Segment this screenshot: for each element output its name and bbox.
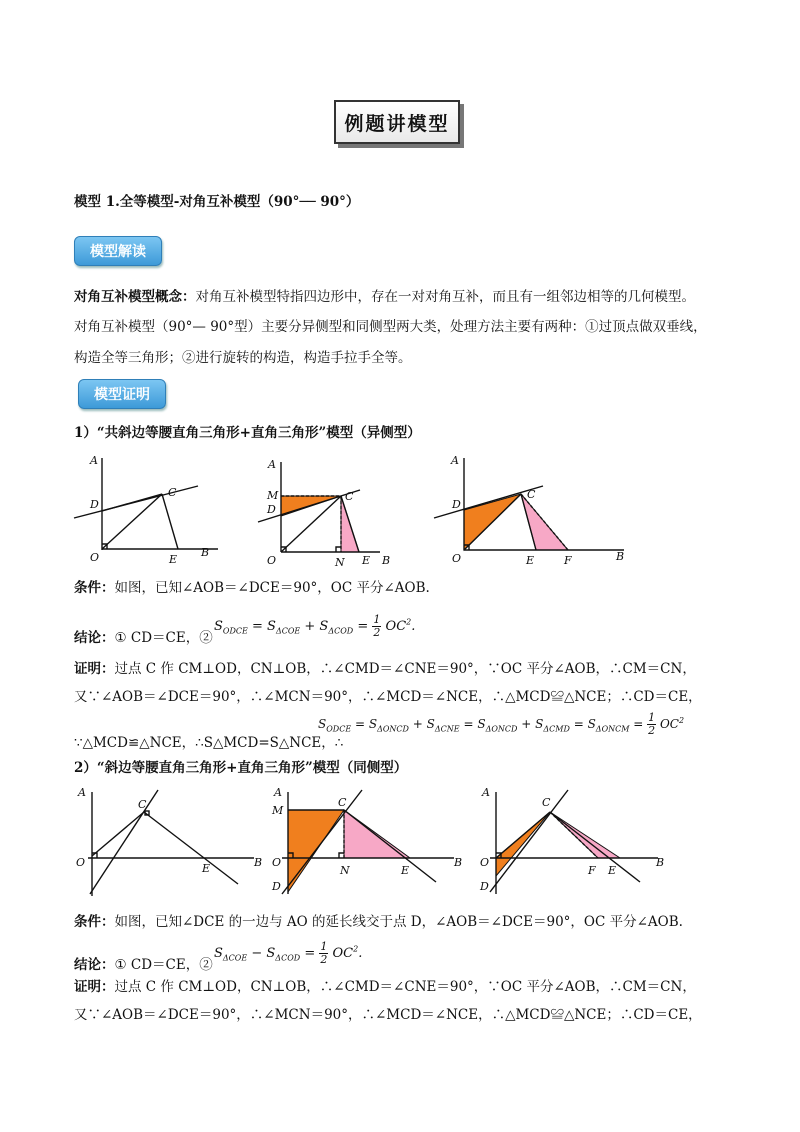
- concept-lead: 对角互补模型概念：: [74, 289, 196, 305]
- fraction-half: $\frac{1}{2}$: [648, 711, 656, 737]
- concept-text: 对角互补模型特指四边形中，存在一对对角互补，而且有一组邻边相等的几何模型。: [195, 289, 695, 305]
- part2-condition-lead: 条件：: [74, 914, 115, 930]
- figure-1c: [434, 454, 624, 567]
- part1-formula-2: $S_{ODCE} = S_{\Delta ONCD} + S_{\Delta CNE} = S_{\Delta ONCD} + S_{\Delta CMD} = S_{\Delta ONCM}$ = $\frac{1}{2}$ $OC^2$: [318, 711, 685, 737]
- concept-line-1: [74, 287, 695, 307]
- label-E: E: [526, 554, 535, 567]
- label-A: A: [274, 786, 282, 799]
- part1-figures: [68, 448, 628, 578]
- label-O: O: [76, 856, 86, 869]
- part1-formula: $S_{ODCE} = S_{\Delta COE} + S_{\Delta COD}$ = $\frac{1}{2}$ $OC^2$.: [214, 613, 416, 639]
- part2-proof-lead: 证明：: [74, 979, 115, 995]
- part1-proof-line-1: 证明：过点 C 作 CM⊥OD，CN⊥OB，∴∠CMD＝∠CNE＝90°，∵OC 平分∠AOB，∴CM＝CN，: [74, 661, 696, 677]
- label-N: N: [340, 864, 350, 877]
- part2-proof-line-1: 证明：过点 C 作 CM⊥OD，CN⊥OB，∴∠CMD＝∠CNE＝90°，∵OC 平分∠AOB，∴CM＝CN，: [74, 979, 696, 995]
- label-C: C: [527, 488, 536, 501]
- section-title: 模型 1.全等模型-对角互补模型（90°── 90°）: [74, 194, 360, 210]
- part1-proof-line-2: 又∵∠AOB＝∠DCE＝90°，∴∠MCN＝90°，∴∠MCD＝∠NCE，∴△MCD≌△NCE；∴CD＝CE，: [74, 689, 702, 705]
- label-B: B: [201, 546, 210, 559]
- label-D: D: [272, 880, 281, 893]
- part2-conclusion-lead: 结论：: [74, 957, 115, 973]
- label-N: N: [335, 556, 345, 569]
- fraction-half: $\frac{1}{2}$: [373, 613, 381, 639]
- label-B: B: [454, 856, 463, 869]
- label-A: A: [482, 786, 490, 799]
- part2-formula: $S_{\Delta COE} - S_{\Delta COD}$ = $\frac{1}{2}$ $OC^2$.: [214, 940, 363, 966]
- concept-line-3: 构造全等三角形；②进行旋转的构造，构造手拉手全等。: [74, 350, 412, 366]
- label-D: D: [452, 498, 461, 511]
- part2-conclusion-text: ① CD＝CE，②: [114, 957, 213, 973]
- part1-conclusion-text: ① CD＝CE，②: [114, 630, 213, 646]
- label-C: C: [345, 490, 354, 503]
- label-O: O: [480, 856, 490, 869]
- figure-2b: [271, 786, 462, 894]
- model-reading-badge: 模型解读: [74, 236, 162, 266]
- label-D: D: [480, 880, 489, 893]
- label-C: C: [542, 796, 551, 809]
- label-A: A: [90, 454, 98, 467]
- model-proof-badge: 模型证明: [78, 379, 166, 409]
- part2-condition-text: 如图，已知∠DCE 的一边与 AO 的延长线交于点 D，∠AOB＝∠DCE＝90°，OC 平分∠AOB.: [114, 914, 683, 930]
- label-F: F: [564, 554, 572, 567]
- part1-conclusion: [74, 628, 213, 648]
- label-O: O: [452, 552, 462, 565]
- page-banner: 例题讲模型: [334, 100, 460, 144]
- label-M: M: [267, 489, 279, 502]
- label-F: F: [588, 864, 596, 877]
- figure-2c: [479, 786, 664, 894]
- label-O: O: [267, 554, 277, 567]
- label-B: B: [254, 856, 263, 869]
- part1-condition: [74, 578, 430, 598]
- part2-condition: [74, 912, 683, 932]
- label-O: O: [90, 551, 100, 564]
- part2-proof-line-2: 又∵∠AOB＝∠DCE＝90°，∴∠MCN＝90°，∴∠MCD＝∠NCE，∴△MCD≌△NCE；∴CD＝CE，: [74, 1007, 702, 1023]
- label-A: A: [268, 458, 276, 471]
- part1-proof-lead: 证明：: [74, 661, 115, 677]
- fraction-half: $\frac{1}{2}$: [320, 940, 328, 966]
- label-C: C: [168, 486, 177, 499]
- part1-proof-line-3: ∵△MCD≌△NCE，∴S△MCD=S△NCE，∴: [74, 735, 344, 751]
- label-O: O: [272, 856, 282, 869]
- label-B: B: [616, 550, 625, 563]
- label-A: A: [451, 454, 459, 467]
- label-E: E: [169, 553, 178, 566]
- label-E: E: [608, 864, 617, 877]
- label-B: B: [656, 856, 665, 869]
- label-M: M: [272, 804, 284, 817]
- label-A: A: [78, 786, 86, 799]
- figure-1b: [258, 458, 390, 569]
- part2-figures: [68, 780, 668, 900]
- label-E: E: [362, 554, 371, 567]
- figure-2a: [88, 790, 254, 896]
- label-D: D: [267, 503, 276, 516]
- concept-line-2: 对角互补模型（90°— 90°型）主要分异侧型和同侧型两大类，处理方法主要有两种：①过顶点做双垂线，: [74, 319, 707, 335]
- label-E: E: [401, 864, 410, 877]
- label-C: C: [138, 798, 147, 811]
- label-E: E: [202, 862, 211, 875]
- part1-conclusion-lead: 结论：: [74, 630, 115, 646]
- label-C: C: [338, 796, 347, 809]
- part1-condition-text: 如图，已知∠AOB＝∠DCE＝90°，OC 平分∠AOB.: [114, 580, 430, 596]
- part1-condition-lead: 条件：: [74, 580, 115, 596]
- part1-heading: 1）“共斜边等腰直角三角形+直角三角形”模型（异侧型）: [74, 425, 421, 441]
- part2-conclusion: [74, 955, 213, 975]
- label-B: B: [382, 554, 391, 567]
- label-D: D: [90, 498, 99, 511]
- part2-heading: 2）“斜边等腰直角三角形+直角三角形”模型（同侧型）: [74, 760, 408, 776]
